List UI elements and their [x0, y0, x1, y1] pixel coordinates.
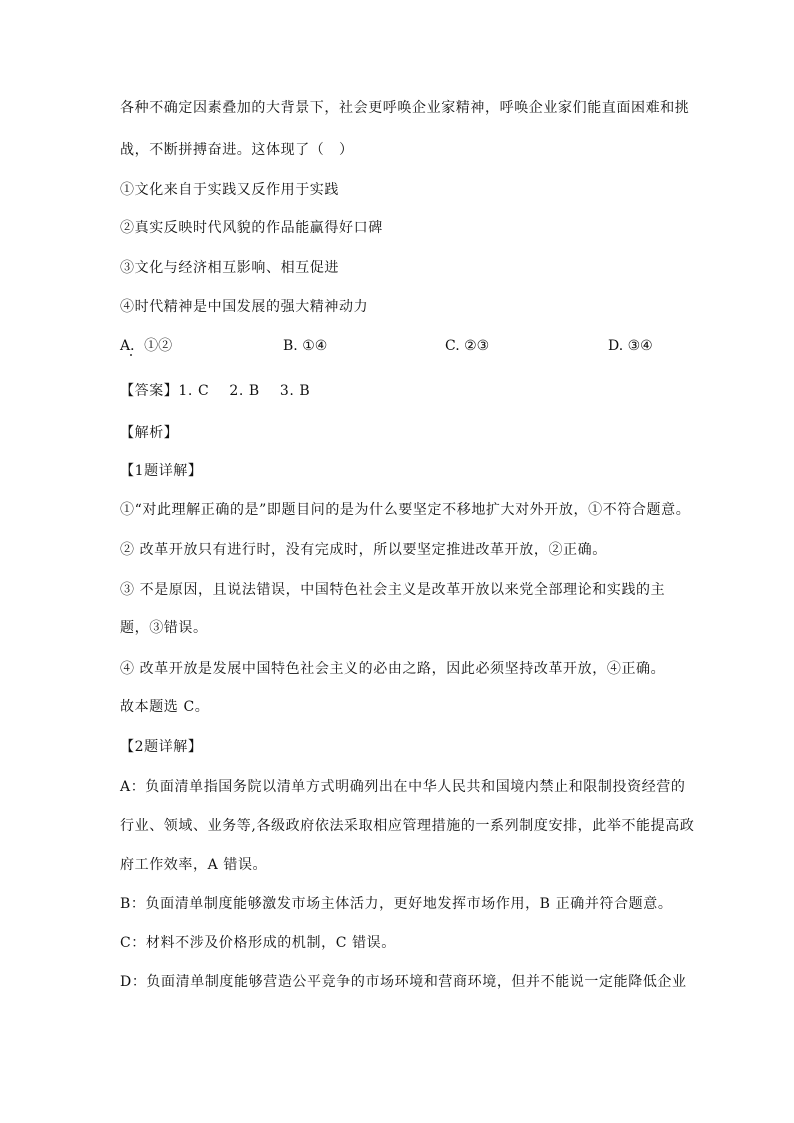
option-a: A．①②	[120, 338, 173, 354]
q1-conclusion: 故本题选 C。	[120, 699, 210, 715]
question-text-line-2: 战，不断拼搏奋进。这体现了（ ）	[120, 142, 354, 158]
q1-line-2: ② 改革开放只有进行时，没有完成时，所以要坚定推进改革开放，②正确。	[120, 542, 607, 558]
statement-1: ①文化来自于实践又反作用于实践	[120, 182, 339, 198]
statement-4: ④时代精神是中国发展的强大精神动力	[120, 299, 369, 315]
option-b: B. ①④	[283, 338, 328, 354]
q1-line-3: ③ 不是原因，且说法错误，中国特色社会主义是改革开放以来党全部理论和实践的主	[120, 582, 666, 598]
analysis-label: 【解析】	[120, 425, 179, 441]
q1-heading: 【1题详解】	[120, 463, 203, 479]
q1-line-5: ④ 改革开放是发展中国特色社会主义的必由之路，因此必须坚持改革开放，④正确。	[120, 661, 666, 677]
q2-line-5: C：材料不涉及价格形成的机制，C 错误。	[120, 935, 396, 951]
answer-item-1: 1. C	[178, 383, 210, 399]
q2-heading: 【2题详解】	[120, 739, 203, 755]
q2-line-6: D：负面清单制度能够营造公平竞争的市场环境和营商环境，但并不能说一定能降低企业	[120, 974, 687, 990]
q1-line-4: 题，③错误。	[120, 620, 208, 636]
statement-3: ③文化与经济相互影响、相互促进	[120, 260, 339, 276]
statement-2: ②真实反映时代风貌的作品能赢得好口碑	[120, 220, 383, 236]
option-d: D. ③④	[608, 338, 653, 354]
q2-line-2: 行业、领域、业务等,各级政府依法采取相应管理措施的一系列制度安排，此举不能提高政	[120, 818, 695, 834]
option-c: C. ②③	[445, 338, 490, 354]
answer-label: 【答案】	[120, 383, 179, 399]
answer-item-2: 2. B	[229, 383, 260, 399]
q2-line-4: B：负面清单制度能够激发市场主体活力，更好地发挥市场作用，B 正确并符合题意。	[120, 896, 673, 912]
answer-options	[120, 336, 680, 356]
stray-dot	[130, 354, 132, 356]
answer-line	[120, 381, 310, 401]
q1-line-1: ①“对此理解正确的是”即题目问的是为什么要坚定不移地扩大对外开放，①不符合题意。	[120, 502, 691, 518]
answer-item-3: 3. B	[279, 383, 311, 399]
q2-line-3: 府工作效率，A 错误。	[120, 857, 268, 873]
q2-line-1: A：负面清单指国务院以清单方式明确列出在中华人民共和国境内禁止和限制投资经营的	[120, 779, 686, 795]
question-text-line-1: 各种不确定因素叠加的大背景下，社会更呼唤企业家精神，呼唤企业家们能直面困难和挑	[120, 100, 690, 116]
